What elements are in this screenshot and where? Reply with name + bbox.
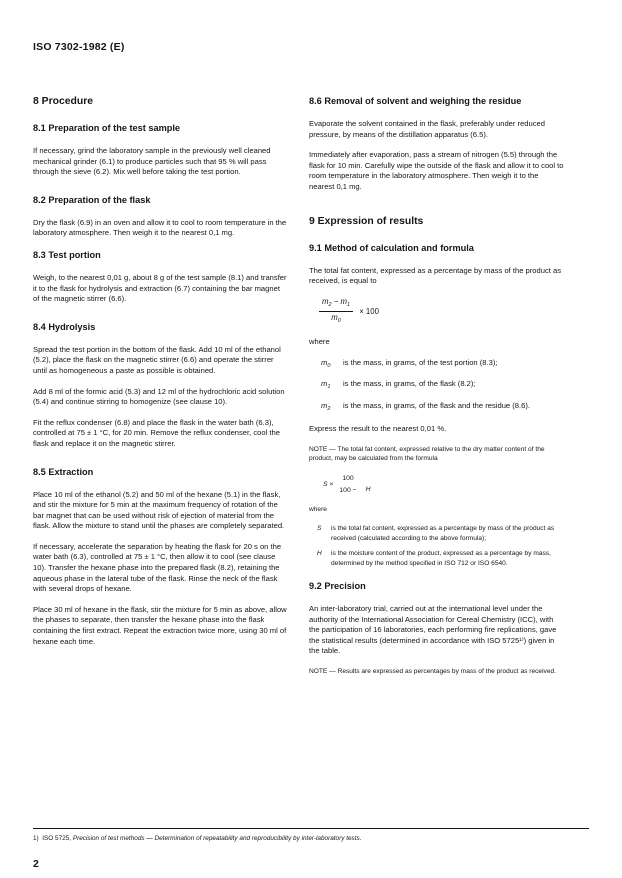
section-8-2-title: 8.2 Preparation of the flask: [33, 194, 151, 205]
note-definition-s: S is the total fat content, expressed as a percentage by mass of the product as received (calculated according to the above formula);: [317, 525, 555, 542]
where-label: where: [309, 336, 330, 346]
note-dry-matter: NOTE — The total fat content, expressed relative to the dry matter content of the product, may be calculated from the formula: [309, 445, 545, 463]
section-8-4-title: 8.4 Hydrolysis: [33, 321, 96, 332]
formula-numerator: $m_2 - m_1$: [319, 297, 353, 313]
footnote-divider: [33, 828, 589, 829]
section-8-6-title: 8.6 Removal of solvent and weighing the residue: [309, 96, 522, 106]
section-9-2-text: An inter-laboratory trial, carried out at the international level under the authority of the International Association for Cereal Chemistry (ICC), with the participation of 16 laboratories, each performing fire replications, gave the statistical results (determined in accordance with ISO 5725¹⁾) given in the table.: [309, 603, 557, 656]
document-header: ISO 7302-1982 (E): [33, 41, 125, 53]
right-column: [309, 95, 564, 686]
section-9-title: 9 Expression of results: [309, 215, 424, 227]
section-9-1-text: The total fat content, expressed as a percentage by mass of the product as received, is equal to: [309, 265, 562, 286]
section-8-4-text-3: Fit the reflux condenser (6.8) and place the flask in the water bath (6.3), controlled at 75 ± 1 °C, for 20 min. Remove the reflux condenser, cool the flask and replace it on the magnetic stirrer.: [33, 417, 280, 448]
section-8-6-text-1: Evaporate the solvent contained in the flask, preferably under reduced pressure, by means of the distillation apparatus (6.5).: [309, 119, 545, 139]
express-result-text: Express the result to the nearest 0,01 %.: [309, 424, 447, 434]
formula-fraction: [319, 297, 353, 327]
footnote: 1) ISO 5725, Precision of test methods — Determination of repeatability and reproducibility by inter-laboratory tests.: [33, 835, 362, 842]
dry-matter-formula: S × 100 100 − H: [323, 474, 371, 495]
definition-m2: $m_2$ is the mass, in grams, of the flask and the residue (8.6).: [321, 400, 530, 412]
section-8-5-text-3: Place 30 ml of hexane in the flask, stir the mixture for 5 min as above, allow the phases to separate, then transfer the hexane phase into the flask containing the first extract. Repeat the extraction twice more, using 30 ml of hexane each time.: [33, 604, 287, 646]
section-8-5-text-1: Place 10 ml of the ethanol (5.2) and 50 ml of the hexane (5.1) in the flask, and stir the mixture for 5 min at the maximum frequency of rotation of the bar magnet that can be used without risk of ejection of material from the flask. Allow the mixture to stand until the phases are completely separated.: [33, 489, 285, 531]
formula-multiplier: × 100: [359, 306, 379, 316]
page-number: 2: [33, 858, 39, 870]
formula-definitions: [309, 358, 564, 415]
formula-denominator: $m_0$: [331, 313, 341, 325]
section-8-1-title: 8.1 Preparation of the test sample: [33, 123, 181, 133]
note-results: NOTE — Results are expressed as percentages by mass of the product as received.: [309, 667, 557, 675]
section-8-4-text-1: Spread the test portion in the bottom of the flask. Add 10 ml of the ethanol (5.2), place the flask on the magnetic stirrer (6.6) and operate the stirrer until as homogeneous a paste as possible is obtained.: [33, 344, 281, 375]
section-8-5-title: 8.5 Extraction: [33, 466, 94, 477]
section-8-6-text-2: Immediately after evaporation, pass a stream of nitrogen (5.5) through the flask for 10 min. Carefully wipe the outside of the flask and allow it to cool to room temperature in the laboratory atmosphere. Then weigh it to the nearest 0,1 mg.: [309, 150, 564, 191]
section-8-3-text: Weigh, to the nearest 0,01 g, about 8 g of the test sample (8.1) and transfer it to the flask for hydrolysis and extraction (6.7) containing the bar magnet of the magnetic stirrer (6.6).: [33, 272, 287, 304]
where-label-note: where: [309, 505, 327, 513]
note-definition-h: H is the moisture content of the product, expressed as a percentage by mass, determined by the method specified in ISO 712 or ISO 6540.: [317, 550, 551, 567]
definition-m1: $m_1$ is the mass, in grams, of the flask (8.2);: [321, 379, 476, 391]
section-8-4-text-2: Add 8 ml of the formic acid (5.3) and 12 ml of the hydrochloric acid solution (5.4) and continue stirring to homogenize (see clause 10).: [33, 386, 285, 407]
section-8-2-text: Dry the flask (6.9) in an oven and allow it to cool to room temperature in the laboratory atmosphere. Then weigh it to the nearest 0,1 mg.: [33, 217, 287, 238]
section-9-1-title: 9.1 Method of calculation and formula: [309, 242, 474, 253]
section-8-1-text: If necessary, grind the laboratory sample in the previously well cleaned mechanical grinder (6.1) to produce particles such that 95 % will pass through the sieve (6.2). Mix well before taking the test portion.: [33, 146, 271, 177]
section-8-3-title: 8.3 Test portion: [33, 249, 101, 260]
section-8-title: 8 Procedure: [33, 96, 94, 107]
section-9-2-title: 9.2 Precision: [309, 580, 366, 591]
section-8-5-text-2: If necessary, accelerate the separation by heating the flask for 20 s on the water bath (6.3), controlled at 75 ± 1 °C, then allow it to cool (see clause 10). Transfer the hexane phase into the prepared flask (8.2), retaining the aqueous phase in the lateral tube of the flask. Rinse the neck of the flask with several drops of hexane.: [33, 541, 282, 594]
left-column: [33, 95, 288, 657]
definition-m0: $m_0$ is the mass, in grams, of the test portion (8.3);: [321, 357, 498, 369]
fat-content-formula: [319, 297, 564, 327]
